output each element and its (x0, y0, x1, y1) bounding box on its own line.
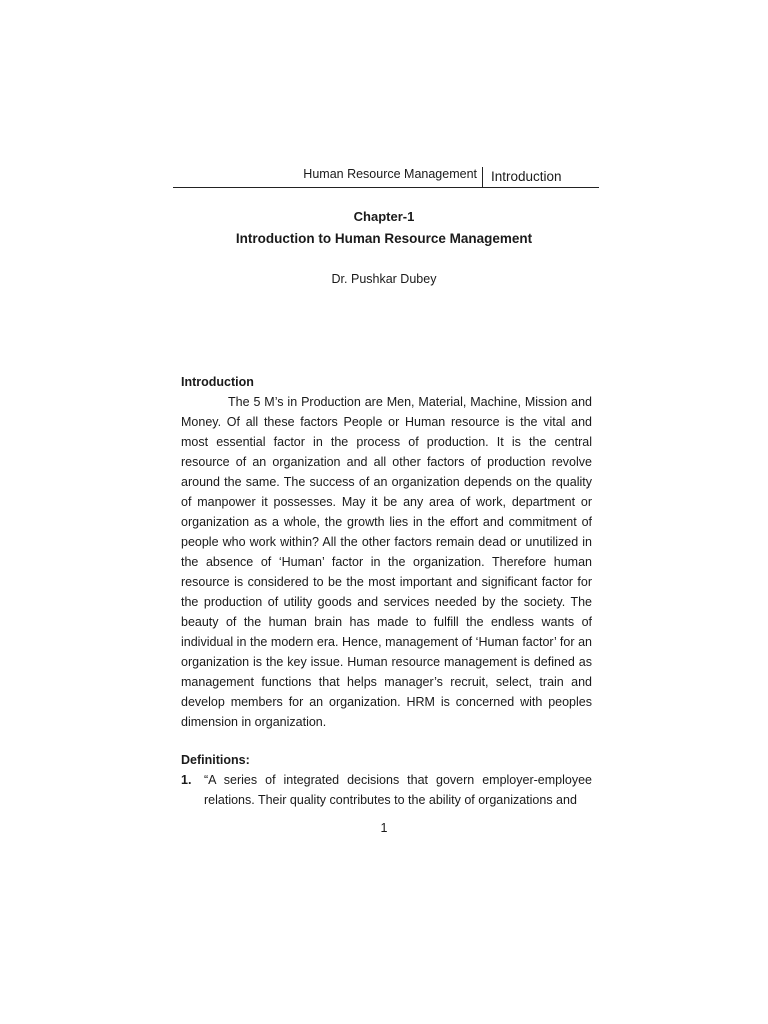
chapter-label: Chapter-1 (353, 209, 415, 224)
introduction-heading: Introduction (181, 375, 254, 389)
page-body (181, 372, 592, 810)
header-book-title: Human Resource Management (303, 167, 477, 181)
author-name: Dr. Pushkar Dubey (331, 272, 437, 286)
header-divider (482, 167, 483, 187)
running-header (173, 165, 599, 188)
header-section-title: Introduction (491, 169, 562, 184)
definition-text: “A series of integrated decisions that govern employer-employee relations. Their quality contributes to the ability of organizations and (204, 773, 592, 807)
definition-number: 1. (181, 773, 192, 787)
page-number: 1 (380, 821, 388, 835)
definitions-heading: Definitions: (181, 753, 250, 767)
definitions-list (181, 770, 592, 810)
chapter-title: Introduction to Human Resource Management (235, 231, 533, 246)
introduction-paragraph: The 5 M’s in Production are Men, Material, Machine, Mission and Money. Of all these factors People or Human resource is the vital and most essential factor in the process of production. It is the central resource of an organization and all other factors of production revolve around the same. The success of an organization depends on the quality of manpower it possesses. May it be any area of work, department or organization as a whole, the growth lies in the effort and commitment of people who work within? All the other factors remain dead or unutilized in the absence of ‘Human’ factor in the organization. Therefore human resource is considered to be the most important and significant factor for the production of utility goods and services needed by the society. The beauty of the human brain has made to fulfill the endless wants of individual in the modern era. Hence, management of ‘Human factor’ for an organization is the key issue. Human resource management is defined as management functions that helps manager’s recruit, select, train and develop members for an organization. HRM is concerned with peoples dimension in organization. (181, 395, 592, 729)
definition-item (181, 770, 592, 810)
